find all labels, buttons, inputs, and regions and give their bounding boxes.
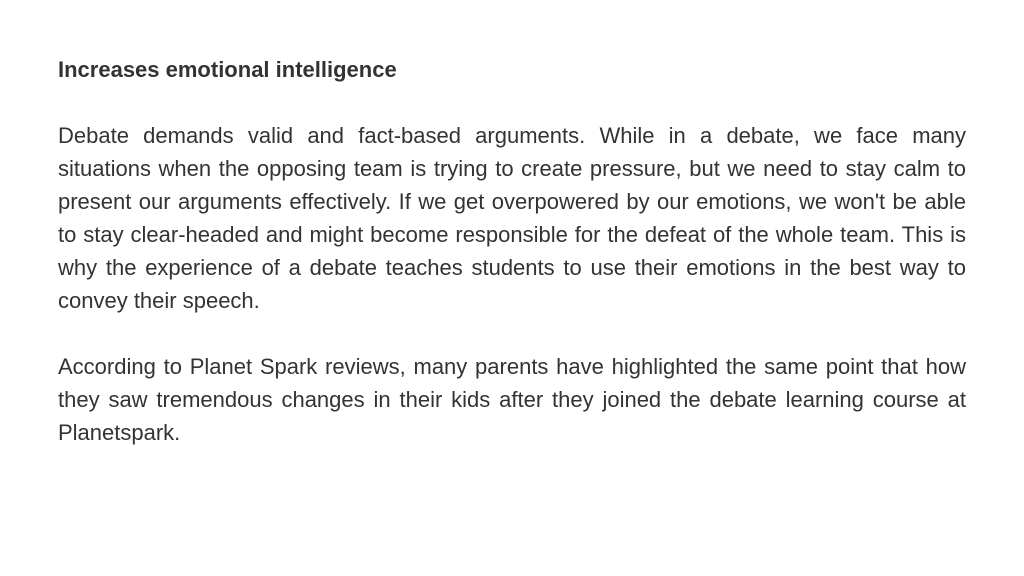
section-heading: Increases emotional intelligence	[58, 57, 397, 82]
paragraph-emotional-intelligence: Debate demands valid and fact-based arguments. While in a debate, we face many situations when the opposing team is trying to create pressure, but we need to stay calm to present our arguments effectively. If we get overpowered by our emotions, we won't be able to stay clear-headed and might become responsible for the defeat of the whole team. This is why the experience of a debate teaches students to use their emotions in the best way to convey their speech.	[58, 123, 966, 313]
article-section	[58, 55, 966, 482]
paragraph-planet-spark-reviews: According to Planet Spark reviews, many parents have highlighted the same point that how they saw tremendous changes in their kids after they joined the debate learning course at Planetspark.	[58, 354, 966, 445]
